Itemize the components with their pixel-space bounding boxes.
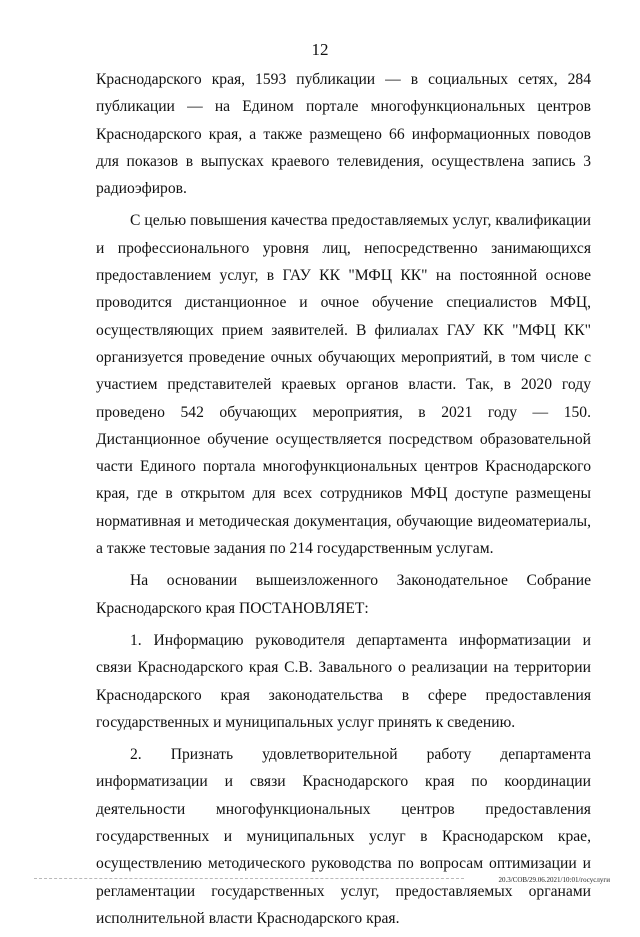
page-number: 12: [311, 40, 329, 59]
paragraph-resolution-intro: На основании вышеизложенного Законодательное Собрание Краснодарского края ПОСТАНОВЛЯЕТ:: [96, 572, 591, 617]
paragraph-item-1: 1. Информацию руководителя департамента информатизации и связи Краснодарского края С.В. Завального о реализации на территории Краснодарского края законодательства в сфере предоставления государственных и муниципальных услуг принять к сведению.: [96, 631, 591, 731]
footer-document-code: 20.3/СОВ/29.06.2021/10:01/госуслуги: [498, 876, 610, 884]
paragraph-item-2: 2. Признать удовлетворительной работу департамента информатизации и связи Краснодарского края по координации деятельности многофункциональных центров предоставления государственных и муниципальных услуг в Краснодарском крае, осуществлению методического руководства по вопросам оптимизации и регламентации государственных услуг, предоставляемых органами исполнительной власти Краснодарского края.: [96, 746, 591, 927]
footer-rule: [34, 878, 464, 879]
paragraph-training: С целью повышения качества предоставляемых услуг, квалификации и профессионального уровня лиц, непосредственно занимающихся предоставлением услуг, в ГАУ КК "МФЦ КК" на постоянной основе проводится дистанционное и очное обучение специалистов МФЦ, осуществляющих прием заявителей. В филиалах ГАУ КК "МФЦ КК" организуется проведение очных обучающих мероприятий, в том числе с участием представителей краевых органов власти. Так, в 2020 году проведено 542 обучающих мероприятия, в 2021 году — 150. Дистанционное обучение осуществляется посредством образовательной части Единого портала многофункциональных центров Краснодарского края, где в открытом для всех сотрудников МФЦ доступе размещены нормативная и методическая документация, обучающие видеоматериалы, а также тестовые задания по 214 государственным услугам.: [96, 212, 591, 558]
paragraph-continuation: Краснодарского края, 1593 публикации — в социальных сетях, 284 публикации — на Едином портале многофункциональных центров Краснодарского края, а также размещено 66 информационных поводов для показов в выпусках краевого телевидения, осуществлена запись 3 радиоэфиров.: [96, 71, 591, 198]
document-body: [96, 66, 591, 937]
